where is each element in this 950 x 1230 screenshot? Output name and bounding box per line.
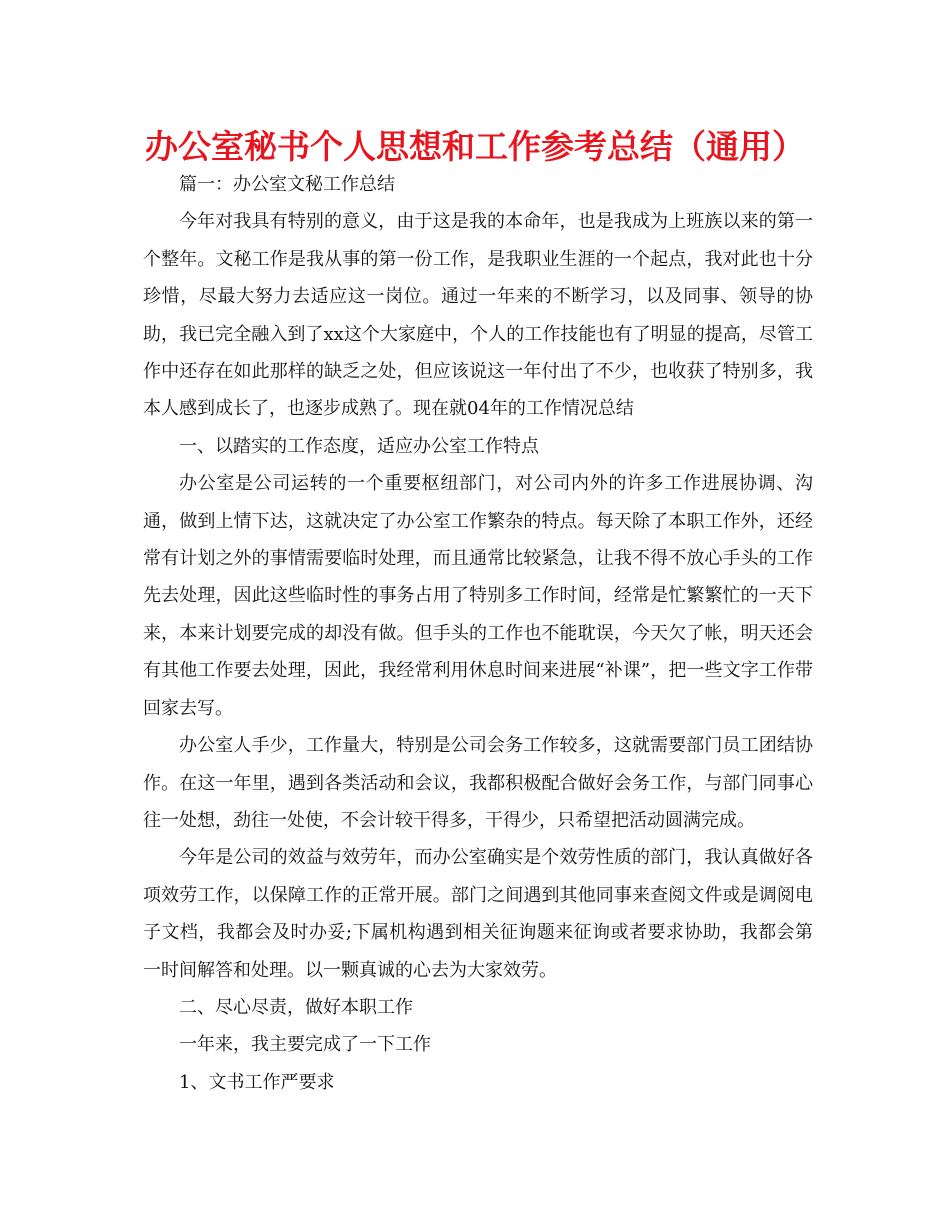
body-paragraph: 办公室是公司运转的一个重要枢纽部门，对公司内外的许多工作进展协调、沟通，做到上情下达，这就决定了办公室工作繁杂的特点。每天除了本职工作外，还经常有计划之外的事情需要临时处理，而且通常比较紧急，让我不得不放心手头的工作先去处理，因此这些临时性的事务占用了特别多工作时间，经常是忙繁繁忙的一天下来，本来计划要完成的却没有做。但手头的工作也不能耽误，今天欠了帐，明天还会有其他工作要去处理，因此，我经常利用休息时间来进展“补课”，把一些文字工作带回家去写。 <box>143 473 813 719</box>
section-heading: 二、尽心尽责，做好本职工作 <box>179 996 413 1018</box>
section-heading: 1、文书工作严要求 <box>179 1071 335 1093</box>
document-body <box>143 166 813 1101</box>
section-heading: 一、以踏实的工作态度，适应办公室工作特点 <box>179 435 539 457</box>
body-paragraph: 一年来，我主要完成了一下工作 <box>179 1034 431 1056</box>
body-paragraph: 今年对我具有特别的意义，由于这是我的本命年，也是我成为上班族以来的第一个整年。文秘工作是我从事的第一份工作，是我职业生涯的一个起点，我对此也十分珍惜，尽最大努力去适应这一岗位。通过一年来的不断学习，以及同事、领导的协助，我已完全融入到了xx这个大家庭中，个人的工作技能也有了明显的提高，尽管工作中还存在如此那样的缺乏之处，但应该说这一年付出了不少，也收获了特别多，我本人感到成长了，也逐步成熟了。现在就04年的工作情况总结 <box>143 211 813 420</box>
document-title: 办公室秘书个人思想和工作参考总结（通用） <box>145 127 805 166</box>
body-paragraph: 办公室人手少，工作量大，特别是公司会务工作较多，这就需要部门员工团结协作。在这一年里，遇到各类活动和会议，我都积极配合做好会务工作，与部门同事心往一处想，劲往一处使，不会计较干得多，干得少，只希望把活动圆满完成。 <box>143 735 813 831</box>
section-heading: 篇一：办公室文秘工作总结 <box>179 174 395 195</box>
body-paragraph: 今年是公司的效益与效劳年，而办公室确实是个效劳性质的部门，我认真做好各项效劳工作，以保障工作的正常开展。部门之间遇到其他同事来查阅文件或是调阅电子文档，我都会及时办妥;下属机构遇到相关征询题来征询或者要求协助，我都会第一时间解答和处理。以一颗真诚的心去为大家效劳。 <box>143 847 813 981</box>
